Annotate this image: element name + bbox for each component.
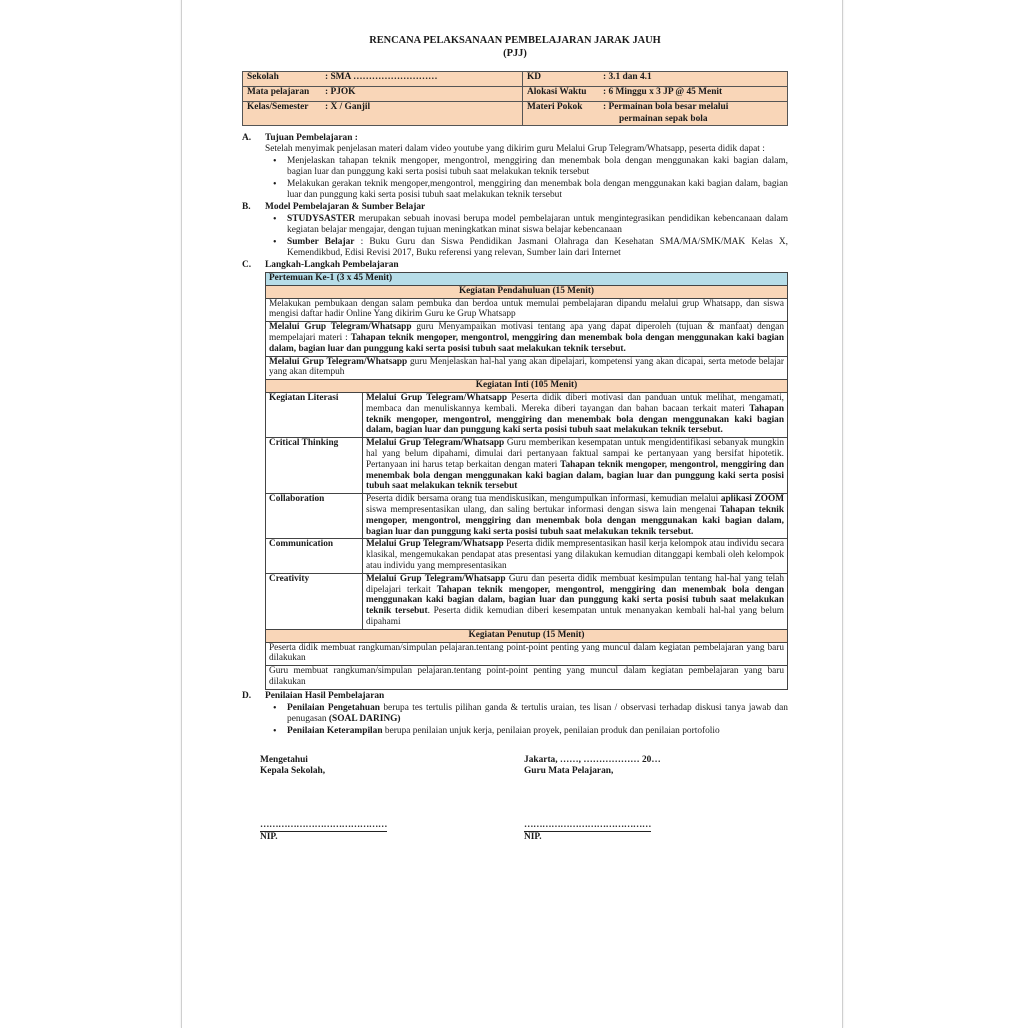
- kd-value: : 3.1 dan 4.1: [603, 72, 652, 82]
- pendahuluan-row-2: [266, 322, 788, 356]
- studysaster-text: merupakan sebuah inovasi berupa model pembelajaran untuk mengintegrasikan pendidikan kebencanaan dalam kegiatan belajar mengajar, dengan tujuan meningkatkan minat siswa belajar kebencanaan: [287, 214, 788, 235]
- creat-b1: Melalui Grup Telegram/Whatsapp: [366, 573, 506, 584]
- creat-t1: Guru dan peserta didik membuat kesimpulan tentang hal-hal yang telah dipelajari terkait: [366, 573, 785, 595]
- comm-t1: Peserta didik mempresentasikan hasil kerja kelompok atau individu secara klasikal, mengemukakan pendapat atas presentasi yang dilakukan kemudian ditanggapi kembali oleh kelompok atau individu yang mempresentasikan: [366, 539, 784, 571]
- list-item: • Melakukan gerakan teknik mengoper,mengontrol, menggiring dan menembak bola dengan menggunakan kaki bagian dalam, bagian luar dan punggung kaki serta posisi tubuh saat melakukan teknik tersebut: [287, 179, 788, 201]
- document-title: RENCANA PELAKSANAAN PEMBELAJARAN JARAK JAUH: [369, 35, 661, 46]
- sekolah-label: Sekolah: [247, 72, 279, 82]
- mapel-value: : PJOK: [325, 87, 356, 97]
- section-d-list: [265, 703, 788, 737]
- sumber-belajar-label: Sumber Belajar: [287, 237, 355, 247]
- section-b-letter: B.: [242, 202, 251, 212]
- signature-left: [260, 755, 524, 844]
- document-page: [181, 0, 843, 1028]
- alokasi-value: : 6 Minggu x 3 JP @ 45 Menit: [603, 87, 723, 97]
- mapel-cell: [243, 87, 523, 102]
- guru-label: Guru Mata Pelajaran,: [524, 766, 614, 777]
- mapel-label: Mata pelajaran: [247, 87, 310, 97]
- penutup-header: Kegiatan Penutup (15 Menit): [266, 629, 788, 642]
- creat-b2: Tahapan teknik mengoper, mengontrol, menggiring dan menembak bola dengan menggunakan kaki bagian dalam, bagian luar dan punggung kaki serta posisi tubuh saat melakukan teknik tersebut: [366, 584, 785, 617]
- section-d-heading: Penilaian Hasil Pembelajaran: [265, 690, 385, 701]
- kelas-label: Kelas/Semester: [247, 102, 309, 112]
- literasi-t1: Peserta didik diberi motivasi dan panduan untuk melihat, mengamati, membaca dan menuliskannya kembali. Mereka diberi tayangan dan bahan bacaan terkait materi: [366, 392, 785, 414]
- alokasi-label: Alokasi Waktu: [527, 87, 587, 97]
- collab-t2: siswa mempresentasikan ulang, dan saling bertukar informasi dengan siswa lain mengenai: [366, 504, 721, 515]
- critical-b1: Melalui Grup Telegram/Whatsapp: [366, 438, 505, 449]
- comm-label: Communication: [266, 539, 363, 573]
- section-a-intro: Setelah menyimak penjelasan materi dalam video youtube yang dikirim guru Melalui Grup Telegram/Whatsapp, peserta didik dapat :: [265, 144, 765, 154]
- identity-table: [242, 71, 788, 126]
- pendahuluan-row-3: [266, 356, 788, 380]
- sekolah-value: : SMA ………………………: [325, 72, 438, 82]
- materi-cell: [523, 102, 788, 126]
- section-b-heading: Model Pembelajaran & Sumber Belajar: [265, 202, 426, 212]
- section-c: [242, 260, 788, 690]
- literasi-label: Kegiatan Literasi: [266, 392, 363, 437]
- mengetahui-label: Mengetahui: [260, 754, 308, 765]
- pend2-text: guru Menyampaikan motivasi tentang apa yang dapat diperoleh (tujuan & manfaat) dengan mempelajari materi :: [269, 322, 784, 343]
- pendahuluan-header: Kegiatan Pendahuluan (15 Menit): [266, 285, 788, 298]
- collab-t1: Peserta didik bersama orang tua mendiskusikan, mengumpulkan informasi, kemudian melalui: [366, 494, 721, 505]
- table-row: [266, 494, 788, 539]
- pengetahuan-label: Penilaian Pengetahuan: [287, 702, 380, 713]
- list-item: [287, 703, 788, 725]
- kd-cell: [523, 72, 788, 87]
- table-row: [266, 539, 788, 573]
- literasi-b1: Melalui Grup Telegram/Whatsapp: [366, 392, 508, 403]
- penutup-row-2: Guru membuat rangkuman/simpulan pelajaran.tentang point-point penting yang muncul dalam kegiatan pembelajaran yang baru dilakukan: [266, 666, 788, 690]
- kelas-value: : X / Ganjil: [325, 102, 371, 112]
- comm-b1: Melalui Grup Telegram/Whatsapp: [366, 539, 504, 550]
- signature-right: [524, 755, 788, 844]
- steps-table: [265, 272, 788, 690]
- kepala-sekolah-label: Kepala Sekolah,: [260, 766, 326, 777]
- pendahuluan-row-1: Melakukan pembukaan dengan salam pembuka dan berdoa untuk memulai pembelajaran dipandu melalui grup Whatsapp, dan siswa mengisi daftar hadir Online Yang dikirim Guru ke Grup Whatsapp: [266, 298, 788, 322]
- section-c-heading: Langkah-Langkah Pembelajaran: [265, 260, 399, 270]
- section-a-letter: A.: [242, 133, 252, 143]
- pend3-text: guru Menjelaskan hal-hal yang akan dipelajari, kompetensi yang akan dicapai, serta metode belajar yang akan ditempuh: [269, 356, 784, 378]
- section-c-letter: C.: [242, 260, 252, 270]
- signature-block: [260, 755, 788, 844]
- pertemuan-header: Pertemuan Ke-1 (3 x 45 Menit): [266, 273, 788, 286]
- section-a-list: [265, 156, 788, 201]
- list-item: [287, 726, 788, 737]
- place-date: Jakarta, ……, ……………… 20…: [524, 754, 661, 765]
- sumber-belajar-text: : Buku Guru dan Siswa Pendidikan Jasmani Olahraga dan Kesehatan SMA/MA/SMK/MAK Kelas X, Kemendikbud, Edisi Revisi 2017, Buku referensi yang relevan, Sumber lain dari Internet: [287, 237, 788, 258]
- list-item: • Menjelaskan tahapan teknik mengoper, mengontrol, menggiring dan menembak bola dengan menggunakan kaki bagian dalam, bagian luar dan punggung kaki serta posisi tubuh saat melakukan teknik tersebut: [287, 156, 788, 178]
- table-row: [266, 438, 788, 494]
- creat-label: Creativity: [266, 573, 363, 629]
- comm-text: [363, 539, 788, 573]
- critical-label: Critical Thinking: [266, 438, 363, 494]
- critical-b2: Tahapan teknik mengoper, mengontrol, menggiring dan menembak bola dengan menggunakan kaki bagian dalam, bagian luar dan punggung kaki serta posisi tubuh saat melakukan teknik tersebut: [366, 459, 784, 492]
- inti-header: Kegiatan Inti (105 Menit): [266, 380, 788, 393]
- table-row: [266, 573, 788, 629]
- collab-label: Collaboration: [266, 494, 363, 539]
- critical-t1: Guru memberikan kesempatan untuk mengidentifikasi sebanyak mungkin hal yang belum dipahami, dimulai dari pertanyaan faktual sampai ke pertanyaan yang bersifat hipotetik. Pertanyaan ini harus tetap berkaitan dengan materi: [366, 438, 784, 470]
- materi-value-2: permainan sepak bola: [619, 113, 708, 124]
- critical-text: [363, 438, 788, 494]
- kelas-cell: [243, 102, 523, 126]
- keterampilan-label: Penilaian Keterampilan: [287, 725, 383, 736]
- section-b: [242, 202, 788, 259]
- studysaster-label: STUDYSASTER: [287, 214, 356, 224]
- pend2-bold2: Tahapan teknik mengoper, mengontrol, menggiring dan menembak bola dengan menggunakan kaki bagian dalam, bagian luar dan punggung kaki serta posisi tubuh saat melakukan teknik tersebut.: [269, 332, 784, 354]
- collab-text: [363, 494, 788, 539]
- literasi-b2: Tahapan teknik mengoper, mengontrol, menggiring dan menembak bola dengan menggunakan kaki bagian dalam, bagian luar dan punggung kaki serta posisi tubuh saat melakukan teknik tersebut.: [366, 403, 784, 436]
- section-d-letter: D.: [242, 690, 252, 701]
- pend3-bold: Melalui Grup Telegram/Whatsapp: [269, 356, 408, 367]
- collab-b1: aplikasi ZOOM: [720, 494, 784, 505]
- section-a-heading: Tujuan Pembelajaran :: [265, 133, 358, 143]
- document-subtitle: (PJJ): [503, 48, 527, 59]
- collab-b2: Tahapan teknik mengoper, mengontrol, menggiring dan menembak bola dengan menggunakan kaki bagian dalam, bagian luar dan punggung kaki serta posisi tubuh saat melakukan teknik tersebut.: [366, 504, 784, 537]
- signature-line-left: ……………………………………: [260, 820, 387, 833]
- list-item: [287, 237, 788, 259]
- pengetahuan-text: berupa tes tertulis pilihan ganda & tertulis uraian, tes lisan / observasi terhadap diskusi tanya jawab dan penugasan: [287, 702, 788, 724]
- section-d: [242, 691, 788, 737]
- materi-value: : Permainan bola besar melalui: [603, 102, 729, 112]
- section-b-list: [265, 214, 788, 259]
- literasi-text: [363, 392, 788, 437]
- signature-line-right: ……………………………………: [524, 820, 651, 833]
- keterampilan-text: berupa penilaian unjuk kerja, penilaian proyek, penilaian produk dan penilaian portofolio: [382, 725, 720, 736]
- nip-right: NIP.: [524, 832, 542, 843]
- pend2-bold: Melalui Grup Telegram/Whatsapp: [269, 322, 412, 333]
- creat-text: [363, 573, 788, 629]
- nip-left: NIP.: [260, 832, 278, 843]
- sekolah-cell: [243, 72, 523, 87]
- alokasi-cell: [523, 87, 788, 102]
- list-item: [287, 214, 788, 236]
- section-a: [242, 133, 788, 201]
- soal-daring: (SOAL DARING): [328, 713, 401, 724]
- creat-t2: . Peserta didik kemudian diberi kesempatan untuk menanyakan kembali hal-hal yang belum dipahami: [366, 606, 785, 627]
- penutup-row-1: Peserta didik membuat rangkuman/simpulan pelajaran.tentang point-point penting yang muncul dalam kegiatan pembelajaran yang baru dilakukan: [266, 642, 788, 666]
- document-content: [242, 34, 788, 844]
- kd-label: KD: [527, 72, 542, 82]
- materi-label: Materi Pokok: [527, 102, 583, 112]
- table-row: [266, 392, 788, 437]
